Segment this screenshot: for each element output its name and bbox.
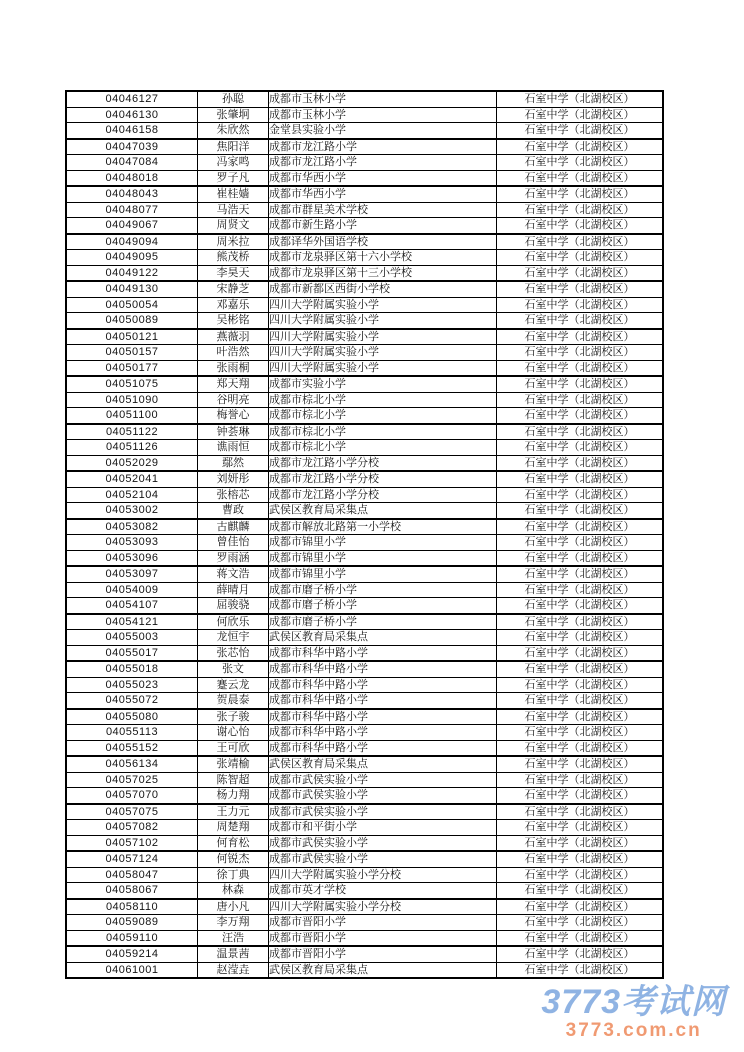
cell-school: 成都市龙江路小学分校 [269,471,497,487]
cell-assigned: 石室中学（北湖校区） [497,392,664,408]
cell-name: 吴彬铭 [198,313,269,329]
cell-assigned: 石室中学（北湖校区） [497,550,664,566]
cell-assigned: 石室中学（北湖校区） [497,630,664,646]
cell-assigned: 石室中学（北湖校区） [497,740,664,756]
cell-school: 成都市龙江路小学 [269,155,497,171]
cell-assigned: 石室中学（北湖校区） [497,756,664,772]
table-row [66,487,663,503]
table-row [66,91,663,107]
cell-id: 04046130 [66,107,198,123]
cell-id: 04057025 [66,772,198,788]
cell-id: 04054107 [66,598,198,614]
table-row [66,867,663,883]
cell-school: 成都市英才学校 [269,883,497,899]
cell-assigned: 石室中学（北湖校区） [497,725,664,741]
cell-school: 武侯区教育局采集点 [269,962,497,978]
cell-name: 林森 [198,883,269,899]
cell-name: 张子骏 [198,709,269,725]
table-row [66,661,663,677]
cell-name: 宋静芝 [198,281,269,297]
cell-id: 04050089 [66,313,198,329]
cell-id: 04054121 [66,614,198,630]
cell-school: 成都市科华中路小学 [269,677,497,693]
cell-assigned: 石室中学（北湖校区） [497,566,664,582]
table-row [66,503,663,519]
table-row [66,835,663,851]
cell-id: 04053097 [66,566,198,582]
cell-name: 马浩天 [198,202,269,218]
cell-assigned: 石室中学（北湖校区） [497,930,664,946]
cell-school: 成都市棕北小学 [269,440,497,456]
cell-assigned: 石室中学（北湖校区） [497,265,664,281]
table-row [66,218,663,234]
table-row [66,424,663,440]
cell-assigned: 石室中学（北湖校区） [497,455,664,471]
cell-id: 04051122 [66,424,198,440]
cell-id: 04059089 [66,915,198,931]
cell-id: 04049130 [66,281,198,297]
cell-assigned: 石室中学（北湖校区） [497,408,664,424]
cell-id: 04053002 [66,503,198,519]
cell-school: 成都市群星美术学校 [269,202,497,218]
cell-name: 汪浩 [198,930,269,946]
cell-id: 04049095 [66,250,198,266]
cell-assigned: 石室中学（北湖校区） [497,440,664,456]
cell-id: 04047084 [66,155,198,171]
cell-name: 张榕芯 [198,487,269,503]
cell-school: 四川大学附属实验小学 [269,297,497,313]
cell-id: 04055017 [66,645,198,661]
cell-school: 成都译华外国语学校 [269,234,497,250]
table-row [66,740,663,756]
cell-name: 张雨桐 [198,360,269,376]
table-row [66,851,663,867]
cell-assigned: 石室中学（北湖校区） [497,677,664,693]
cell-school: 成都市龙江路小学 [269,139,497,155]
cell-id: 04057082 [66,820,198,836]
cell-school: 成都市华西小学 [269,186,497,202]
cell-id: 04049067 [66,218,198,234]
table-row [66,376,663,392]
cell-assigned: 石室中学（北湖校区） [497,614,664,630]
cell-id: 04055003 [66,630,198,646]
cell-name: 梅誉心 [198,408,269,424]
cell-assigned: 石室中学（北湖校区） [497,645,664,661]
cell-id: 04050157 [66,345,198,361]
cell-id: 04055018 [66,661,198,677]
cell-assigned: 石室中学（北湖校区） [497,123,664,139]
cell-name: 温景茜 [198,946,269,962]
cell-assigned: 石室中学（北湖校区） [497,313,664,329]
cell-id: 04058067 [66,883,198,899]
cell-id: 04057070 [66,788,198,804]
cell-school: 成都市晋阳小学 [269,946,497,962]
cell-name: 孙聪 [198,91,269,107]
cell-school: 成都市玉林小学 [269,107,497,123]
cell-assigned: 石室中学（北湖校区） [497,661,664,677]
table-row [66,915,663,931]
table-row [66,408,663,424]
cell-school: 武侯区教育局采集点 [269,503,497,519]
table-row [66,234,663,250]
cell-assigned: 石室中学（北湖校区） [497,345,664,361]
cell-name: 张文 [198,661,269,677]
cell-name: 谯雨恒 [198,440,269,456]
cell-school: 成都市锦里小学 [269,535,497,551]
cell-id: 04046158 [66,123,198,139]
cell-school: 成都市科华中路小学 [269,709,497,725]
table-row [66,519,663,535]
cell-assigned: 石室中学（北湖校区） [497,250,664,266]
cell-id: 04048043 [66,186,198,202]
cell-assigned: 石室中学（北湖校区） [497,297,664,313]
table-row [66,883,663,899]
table-row [66,440,663,456]
cell-school: 成都市磨子桥小学 [269,598,497,614]
cell-id: 04051075 [66,376,198,392]
cell-name: 谷明亮 [198,392,269,408]
cell-name: 张芯怡 [198,645,269,661]
cell-school: 成都市科华中路小学 [269,661,497,677]
cell-assigned: 石室中学（北湖校区） [497,915,664,931]
cell-name: 王可欣 [198,740,269,756]
cell-name: 赵滢垚 [198,962,269,978]
cell-name: 蹇云龙 [198,677,269,693]
table-row [66,313,663,329]
cell-school: 四川大学附属实验小学 [269,345,497,361]
cell-assigned: 石室中学（北湖校区） [497,234,664,250]
cell-assigned: 石室中学（北湖校区） [497,851,664,867]
cell-id: 04054009 [66,582,198,598]
cell-assigned: 石室中学（北湖校区） [497,788,664,804]
cell-school: 四川大学附属实验小学 [269,360,497,376]
cell-assigned: 石室中学（北湖校区） [497,487,664,503]
cell-school: 成都市华西小学 [269,170,497,186]
cell-assigned: 石室中学（北湖校区） [497,471,664,487]
cell-school: 成都市棕北小学 [269,424,497,440]
cell-assigned: 石室中学（北湖校区） [497,867,664,883]
cell-assigned: 石室中学（北湖校区） [497,820,664,836]
cell-name: 蒋文浩 [198,566,269,582]
watermark-logo [541,985,726,1040]
watermark-site-name: 3773考试网 [541,983,726,1021]
cell-school: 成都市武侯实验小学 [269,804,497,820]
cell-id: 04055080 [66,709,198,725]
cell-id: 04059214 [66,946,198,962]
cell-assigned: 石室中学（北湖校区） [497,218,664,234]
cell-school: 成都市新都区西街小学校 [269,281,497,297]
table-row [66,899,663,915]
cell-id: 04056134 [66,756,198,772]
table-row [66,202,663,218]
table-row [66,645,663,661]
cell-name: 薛晴月 [198,582,269,598]
cell-name: 王力元 [198,804,269,820]
table-row [66,265,663,281]
table-row [66,345,663,361]
cell-assigned: 石室中学（北湖校区） [497,155,664,171]
cell-assigned: 石室中学（北湖校区） [497,598,664,614]
table-row [66,598,663,614]
cell-name: 陈智超 [198,772,269,788]
cell-school: 武侯区教育局采集点 [269,630,497,646]
cell-name: 周楚翔 [198,820,269,836]
cell-assigned: 石室中学（北湖校区） [497,835,664,851]
table-row [66,107,663,123]
table-row [66,329,663,345]
cell-assigned: 石室中学（北湖校区） [497,709,664,725]
cell-name: 焦阳洋 [198,139,269,155]
table-row [66,566,663,582]
table-row [66,123,663,139]
cell-name: 朱欣然 [198,123,269,139]
table-row [66,250,663,266]
cell-name: 罗子凡 [198,170,269,186]
cell-name: 冯家鸣 [198,155,269,171]
cell-assigned: 石室中学（北湖校区） [497,883,664,899]
cell-assigned: 石室中学（北湖校区） [497,170,664,186]
cell-school: 成都市晋阳小学 [269,915,497,931]
cell-id: 04047039 [66,139,198,155]
cell-name: 古麒麟 [198,519,269,535]
cell-id: 04051126 [66,440,198,456]
cell-assigned: 石室中学（北湖校区） [497,946,664,962]
cell-id: 04046127 [66,91,198,107]
table-row [66,550,663,566]
cell-name: 谢心怡 [198,725,269,741]
cell-name: 李昊天 [198,265,269,281]
cell-id: 04049094 [66,234,198,250]
cell-assigned: 石室中学（北湖校区） [497,91,664,107]
cell-assigned: 石室中学（北湖校区） [497,693,664,709]
cell-name: 曹政 [198,503,269,519]
cell-id: 04055113 [66,725,198,741]
cell-id: 04053082 [66,519,198,535]
cell-assigned: 石室中学（北湖校区） [497,329,664,345]
cell-name: 张靖榆 [198,756,269,772]
cell-name: 邓嘉乐 [198,297,269,313]
cell-school: 成都市科华中路小学 [269,740,497,756]
cell-school: 成都市龙泉驿区第十三小学校 [269,265,497,281]
table-row [66,535,663,551]
table-row [66,297,663,313]
cell-assigned: 石室中学（北湖校区） [497,962,664,978]
table-row [66,820,663,836]
cell-assigned: 石室中学（北湖校区） [497,535,664,551]
table-row [66,139,663,155]
cell-school: 成都市科华中路小学 [269,693,497,709]
table-row [66,709,663,725]
cell-id: 04052029 [66,455,198,471]
table-row [66,677,663,693]
cell-name: 周贤文 [198,218,269,234]
cell-assigned: 石室中学（北湖校区） [497,202,664,218]
cell-name: 熊茂桥 [198,250,269,266]
cell-name: 唐小凡 [198,899,269,915]
cell-id: 04052104 [66,487,198,503]
table-row [66,155,663,171]
table-row [66,693,663,709]
cell-school: 成都市锦里小学 [269,550,497,566]
cell-school: 四川大学附属实验小学 [269,329,497,345]
cell-id: 04058047 [66,867,198,883]
table-row [66,630,663,646]
cell-id: 04061001 [66,962,198,978]
cell-name: 贺晨泰 [198,693,269,709]
cell-name: 崔桂嫱 [198,186,269,202]
cell-id: 04059110 [66,930,198,946]
table-row [66,471,663,487]
cell-name: 钟荟琳 [198,424,269,440]
cell-assigned: 石室中学（北湖校区） [497,519,664,535]
cell-name: 徐丁典 [198,867,269,883]
cell-school: 成都市武侯实验小学 [269,788,497,804]
cell-name: 曾佳怡 [198,535,269,551]
table-row [66,392,663,408]
cell-school: 四川大学附属实验小学分校 [269,867,497,883]
cell-assigned: 石室中学（北湖校区） [497,281,664,297]
cell-id: 04053096 [66,550,198,566]
cell-id: 04049122 [66,265,198,281]
cell-assigned: 石室中学（北湖校区） [497,376,664,392]
cell-id: 04050121 [66,329,198,345]
cell-assigned: 石室中学（北湖校区） [497,582,664,598]
table-row [66,804,663,820]
cell-school: 成都市龙泉驿区第十六小学校 [269,250,497,266]
table-row [66,788,663,804]
table-row [66,281,663,297]
cell-id: 04050177 [66,360,198,376]
student-roster-table [65,90,664,979]
cell-name: 郑天翔 [198,376,269,392]
cell-name: 李万翔 [198,915,269,931]
cell-school: 成都市武侯实验小学 [269,835,497,851]
cell-id: 04057102 [66,835,198,851]
cell-id: 04057124 [66,851,198,867]
cell-id: 04055072 [66,693,198,709]
cell-id: 04051090 [66,392,198,408]
cell-school: 金堂县实验小学 [269,123,497,139]
cell-name: 鄢然 [198,455,269,471]
cell-id: 04052041 [66,471,198,487]
cell-school: 成都市新生路小学 [269,218,497,234]
cell-school: 成都市龙江路小学分校 [269,455,497,471]
cell-school: 成都市玉林小学 [269,91,497,107]
cell-school: 成都市晋阳小学 [269,930,497,946]
cell-school: 成都市武侯实验小学 [269,851,497,867]
cell-school: 成都市棕北小学 [269,408,497,424]
cell-id: 04053093 [66,535,198,551]
cell-school: 成都市棕北小学 [269,392,497,408]
cell-name: 龙恒宇 [198,630,269,646]
cell-school: 成都市科华中路小学 [269,725,497,741]
table-row [66,946,663,962]
cell-school: 成都市磨子桥小学 [269,614,497,630]
cell-school: 四川大学附属实验小学分校 [269,899,497,915]
cell-assigned: 石室中学（北湖校区） [497,503,664,519]
cell-name: 何锐杰 [198,851,269,867]
cell-assigned: 石室中学（北湖校区） [497,899,664,915]
table-row [66,582,663,598]
cell-name: 叶浩然 [198,345,269,361]
cell-school: 成都市磨子桥小学 [269,582,497,598]
cell-assigned: 石室中学（北湖校区） [497,424,664,440]
table-row [66,962,663,978]
cell-school: 成都市科华中路小学 [269,645,497,661]
cell-assigned: 石室中学（北湖校区） [497,804,664,820]
cell-assigned: 石室中学（北湖校区） [497,139,664,155]
table-row [66,170,663,186]
cell-name: 张肇坰 [198,107,269,123]
table-row [66,756,663,772]
cell-id: 04050054 [66,297,198,313]
cell-school: 四川大学附属实验小学 [269,313,497,329]
cell-id: 04057075 [66,804,198,820]
cell-school: 成都市解放北路第一小学校 [269,519,497,535]
cell-id: 04055152 [66,740,198,756]
cell-assigned: 石室中学（北湖校区） [497,360,664,376]
watermark-site-url: 3773.com.cn [565,1020,702,1041]
cell-school: 成都市龙江路小学分校 [269,487,497,503]
table-row [66,725,663,741]
cell-assigned: 石室中学（北湖校区） [497,772,664,788]
cell-school: 武侯区教育局采集点 [269,756,497,772]
table-row [66,930,663,946]
cell-assigned: 石室中学（北湖校区） [497,107,664,123]
table-row [66,614,663,630]
cell-school: 成都市实验小学 [269,376,497,392]
cell-assigned: 石室中学（北湖校区） [497,186,664,202]
cell-name: 杨力翔 [198,788,269,804]
cell-name: 燕薇羽 [198,329,269,345]
table-row [66,772,663,788]
cell-id: 04055023 [66,677,198,693]
cell-school: 成都市和平街小学 [269,820,497,836]
table-row [66,186,663,202]
cell-name: 屈骏骁 [198,598,269,614]
cell-name: 何育松 [198,835,269,851]
cell-name: 周米拉 [198,234,269,250]
cell-id: 04048018 [66,170,198,186]
table-row [66,455,663,471]
cell-id: 04058110 [66,899,198,915]
cell-school: 成都市锦里小学 [269,566,497,582]
cell-name: 何欣乐 [198,614,269,630]
cell-id: 04048077 [66,202,198,218]
table-row [66,360,663,376]
cell-school: 成都市武侯实验小学 [269,772,497,788]
cell-id: 04051100 [66,408,198,424]
cell-name: 刘妍彤 [198,471,269,487]
cell-name: 罗雨涵 [198,550,269,566]
